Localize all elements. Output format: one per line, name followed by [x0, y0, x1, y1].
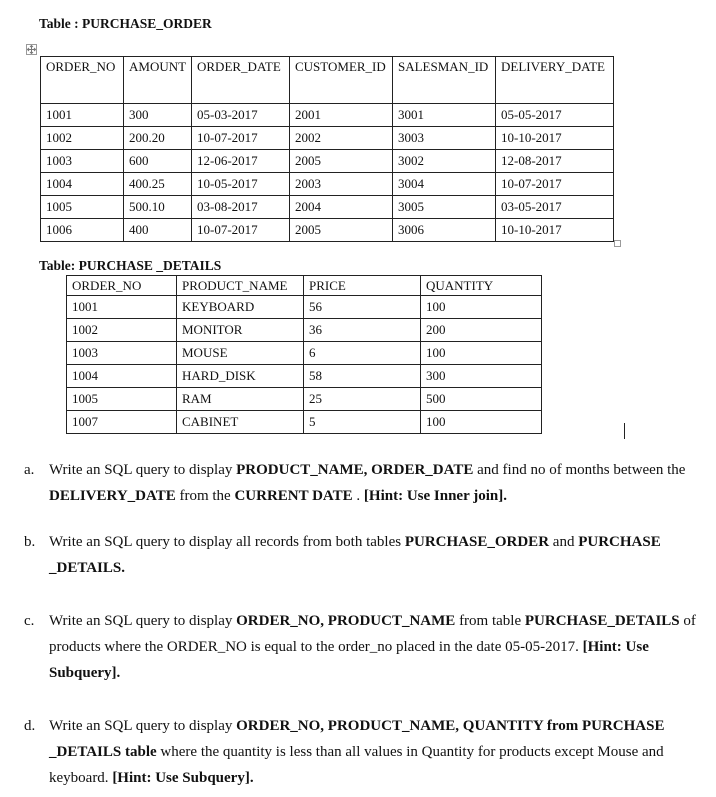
- table-row: [41, 150, 614, 173]
- table-cell: 1004: [41, 173, 124, 196]
- column-header: DELIVERY_DATE: [496, 57, 614, 104]
- question-item: [24, 608, 696, 686]
- column-header: AMOUNT: [124, 57, 192, 104]
- table-cell: 12-06-2017: [192, 150, 290, 173]
- table-cell: 100: [421, 296, 542, 319]
- column-header: ORDER_DATE: [192, 57, 290, 104]
- question-item: [24, 529, 696, 581]
- table-cell: 1005: [41, 196, 124, 219]
- question-segment: from the: [175, 488, 235, 504]
- table-resize-handle[interactable]: [614, 240, 621, 247]
- column-header: ORDER_NO: [41, 57, 124, 104]
- purchase-details-table-title: Table: PURCHASE _DETAILS: [39, 258, 222, 273]
- table-row: [41, 104, 614, 127]
- table-cell: 10-10-2017: [496, 127, 614, 150]
- question-text[interactable]: [49, 462, 685, 504]
- table-row: [67, 411, 542, 434]
- table-cell: 1002: [41, 127, 124, 150]
- question-segment: of products where the ORDER_NO is equal to the order_no placed in the date 05-05-2017.: [49, 613, 696, 655]
- table-cell: 1005: [67, 388, 177, 411]
- table-cell: 3006: [393, 219, 496, 242]
- table-move-handle-icon[interactable]: [26, 44, 37, 55]
- question-segment-bold: CURRENT DATE: [234, 488, 353, 504]
- table-cell: 1002: [67, 319, 177, 342]
- question-list: [24, 457, 696, 791]
- question-segment: Write an SQL query to display all records from both tables: [49, 534, 405, 550]
- table-cell: 05-05-2017: [496, 104, 614, 127]
- question-segment: .: [352, 488, 364, 504]
- table-row: [67, 365, 542, 388]
- table-cell: 10-05-2017: [192, 173, 290, 196]
- table-cell: 12-08-2017: [496, 150, 614, 173]
- table-cell: 500: [421, 388, 542, 411]
- question-segment: Write an SQL query to display: [49, 462, 237, 478]
- question-segment-bold: [Hint: Use Subquery].: [49, 639, 649, 681]
- text-cursor: [624, 423, 625, 439]
- table-cell: MONITOR: [177, 319, 304, 342]
- table-cell: 3005: [393, 196, 496, 219]
- question-segment-bold: PRODUCT_NAME, ORDER_DATE: [236, 462, 474, 478]
- table-row: [67, 319, 542, 342]
- table-cell: 1006: [41, 219, 124, 242]
- table-cell: 05-03-2017: [192, 104, 290, 127]
- table-cell: 3002: [393, 150, 496, 173]
- table-cell: 300: [124, 104, 192, 127]
- table-cell: 2001: [290, 104, 393, 127]
- table-row: [67, 342, 542, 365]
- column-header: ORDER_NO: [67, 276, 177, 296]
- question-segment: Write an SQL query to display: [49, 718, 237, 734]
- column-header: QUANTITY: [421, 276, 542, 296]
- table-cell: 10-07-2017: [496, 173, 614, 196]
- table-cell: 1001: [67, 296, 177, 319]
- column-header: SALESMAN_ID: [393, 57, 496, 104]
- table-row: [41, 173, 614, 196]
- question-label: a.: [24, 462, 35, 478]
- question-segment-bold: [Hint: Use Subquery].: [112, 770, 254, 786]
- purchase-order-header-row: [41, 57, 614, 104]
- question-label: c.: [24, 613, 35, 629]
- table-cell: RAM: [177, 388, 304, 411]
- table-cell: 36: [304, 319, 421, 342]
- question-segment-bold: ORDER_NO, PRODUCT_NAME, QUANTITY from PURCHASE _DETAILS table: [49, 718, 665, 760]
- table-cell: 3003: [393, 127, 496, 150]
- purchase-details-header-row: [67, 276, 542, 296]
- table-cell: 400.25: [124, 173, 192, 196]
- table-row: [41, 127, 614, 150]
- table-cell: 10-07-2017: [192, 219, 290, 242]
- table-cell: 2005: [290, 150, 393, 173]
- question-segment: where the quantity is less than all values in Quantity for products except Mouse and keyboard.: [49, 744, 664, 786]
- table-cell: 56: [304, 296, 421, 319]
- table-cell: 1007: [67, 411, 177, 434]
- table-cell: 200: [421, 319, 542, 342]
- table-cell: 1003: [41, 150, 124, 173]
- table-cell: 3004: [393, 173, 496, 196]
- table-cell: 2005: [290, 219, 393, 242]
- question-segment-bold: PURCHASE _DETAILS.: [49, 534, 661, 576]
- question-segment-bold: ORDER_NO, PRODUCT_NAME: [236, 613, 456, 629]
- table-cell: 1001: [41, 104, 124, 127]
- column-header: CUSTOMER_ID: [290, 57, 393, 104]
- table-cell: 200.20: [124, 127, 192, 150]
- purchase-order-table: [40, 56, 614, 242]
- table-cell: CABINET: [177, 411, 304, 434]
- question-segment-bold: PURCHASE_DETAILS: [524, 613, 680, 629]
- table-cell: 25: [304, 388, 421, 411]
- table-cell: 5: [304, 411, 421, 434]
- question-segment: and find no of months between the: [473, 462, 686, 478]
- column-header: PRODUCT_NAME: [177, 276, 304, 296]
- question-segment: and: [549, 534, 579, 550]
- table-cell: 58: [304, 365, 421, 388]
- table-cell: 500.10: [124, 196, 192, 219]
- table-cell: MOUSE: [177, 342, 304, 365]
- table-cell: 2003: [290, 173, 393, 196]
- table-cell: 100: [421, 411, 542, 434]
- question-text[interactable]: [49, 534, 661, 576]
- table-row: [41, 196, 614, 219]
- table-cell: 300: [421, 365, 542, 388]
- question-text[interactable]: [49, 718, 664, 786]
- table-cell: 400: [124, 219, 192, 242]
- question-segment-bold: [Hint: Use Inner join].: [363, 488, 507, 504]
- table-cell: 2004: [290, 196, 393, 219]
- table-row: [67, 388, 542, 411]
- table-cell: 600: [124, 150, 192, 173]
- table-cell: 1004: [67, 365, 177, 388]
- question-segment-bold: PURCHASE_ORDER: [404, 534, 550, 550]
- table-cell: 10-07-2017: [192, 127, 290, 150]
- table-cell: HARD_DISK: [177, 365, 304, 388]
- table-row: [67, 296, 542, 319]
- table-cell: KEYBOARD: [177, 296, 304, 319]
- table-cell: 03-08-2017: [192, 196, 290, 219]
- question-segment-bold: DELIVERY_DATE: [49, 488, 176, 504]
- table-cell: 6: [304, 342, 421, 365]
- column-header: PRICE: [304, 276, 421, 296]
- question-segment: from table: [455, 613, 525, 629]
- question-item: [24, 713, 696, 791]
- question-label: d.: [24, 718, 36, 734]
- question-segment: Write an SQL query to display: [49, 613, 237, 629]
- table-cell: 1003: [67, 342, 177, 365]
- question-item: [24, 457, 696, 509]
- table-cell: 03-05-2017: [496, 196, 614, 219]
- purchase-order-table-title: Table : PURCHASE_ORDER: [39, 16, 212, 31]
- purchase-details-table: [66, 275, 542, 434]
- table-cell: 2002: [290, 127, 393, 150]
- table-row: [41, 219, 614, 242]
- table-cell: 100: [421, 342, 542, 365]
- table-cell: 3001: [393, 104, 496, 127]
- question-label: b.: [24, 534, 36, 550]
- question-text[interactable]: [49, 613, 696, 681]
- table-cell: 10-10-2017: [496, 219, 614, 242]
